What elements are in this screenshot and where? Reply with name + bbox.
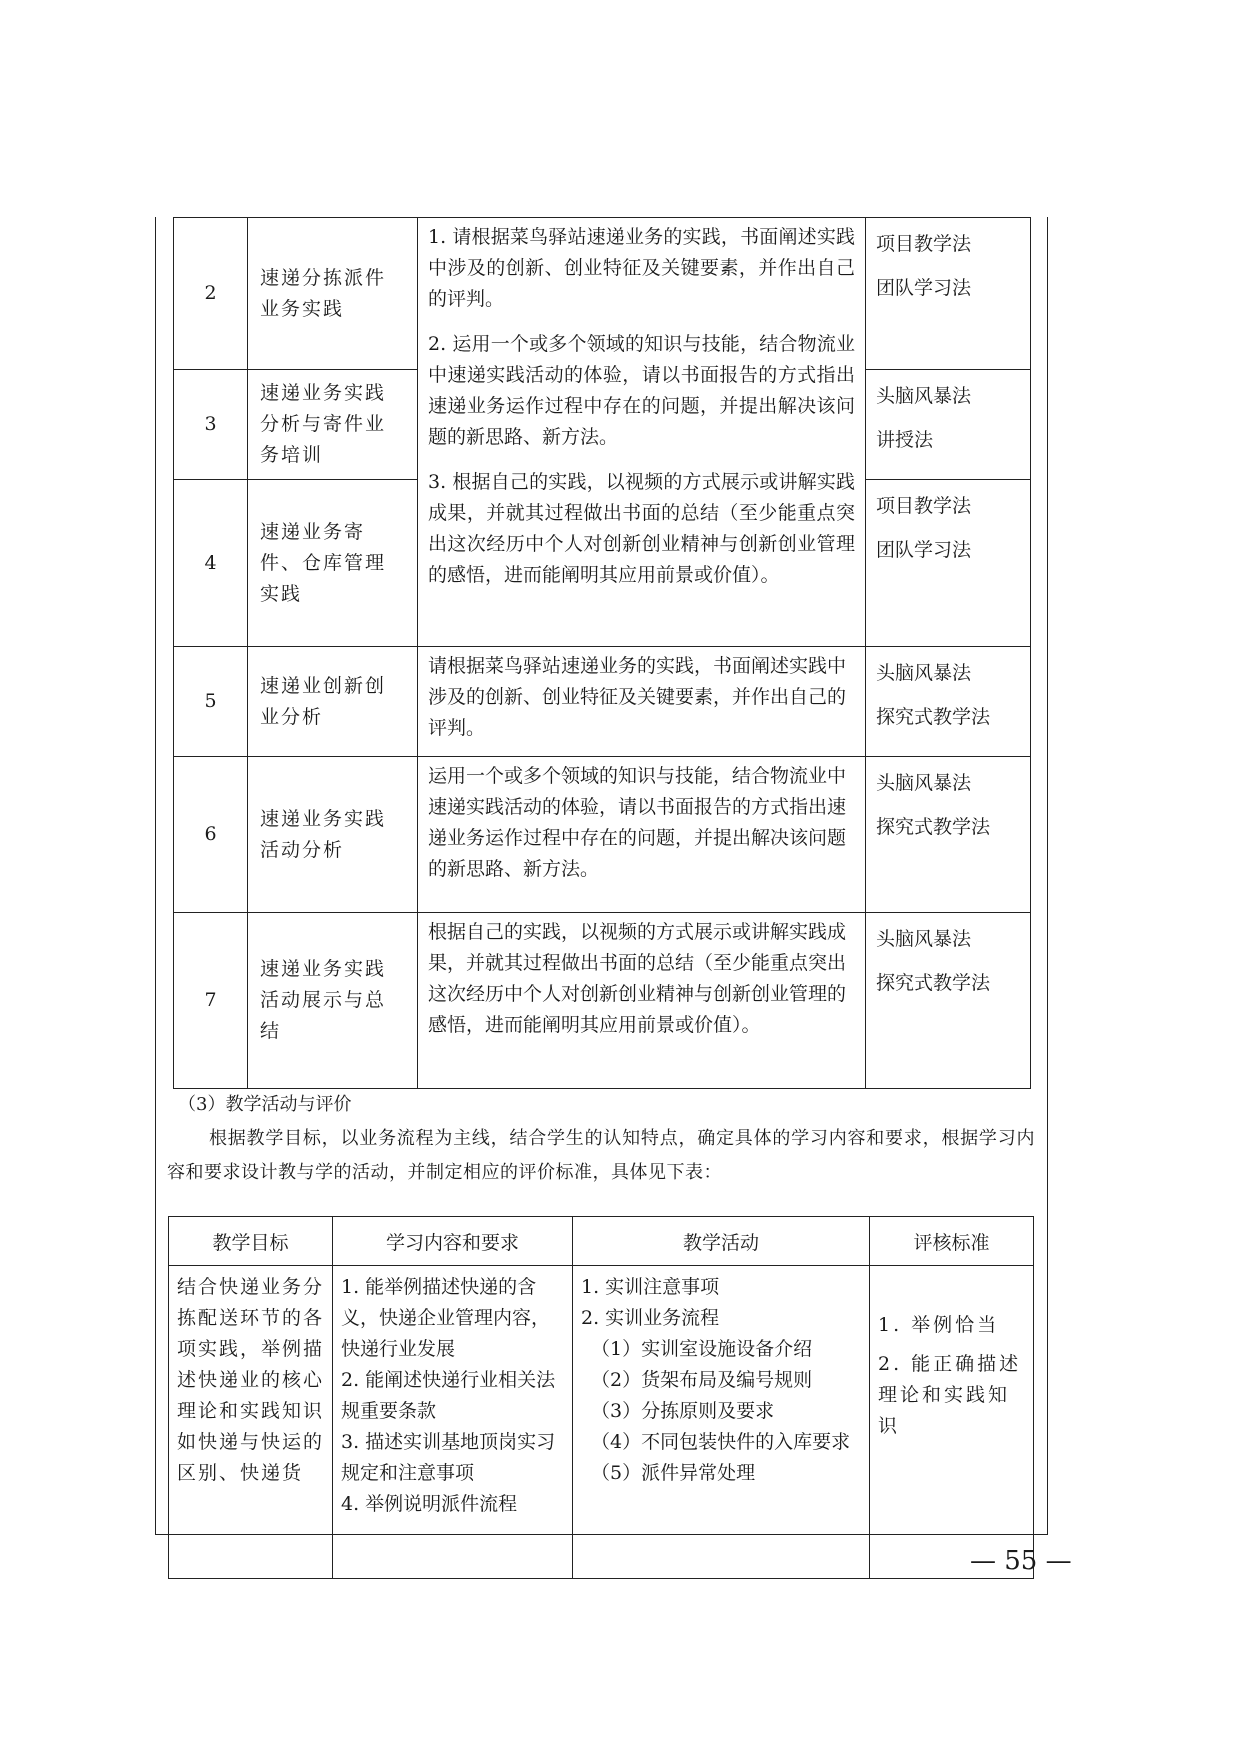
row-number: 6 [174,757,248,913]
teaching-methods [866,480,1031,647]
activity-item: （4）不同包装快件的入库要求 [591,1431,851,1453]
table-row [169,1266,1034,1579]
row-number: 2 [174,218,248,370]
task-item: 2. 运用一个或多个领域的知识与技能，结合物流业中速递实践活动的体验，请以书面报告的方式指出速递业务运作过程中存在的问题，并提出解决该问题的新思路、新方法。 [428,333,855,448]
method-item: 项目教学法 [876,233,972,255]
teaching-methods [866,913,1031,1089]
task-description: 请根据菜鸟驿站速递业务的实践，书面阐述实践中涉及的创新、创业特征及关键要素，并作出自己的评判。 [418,647,866,757]
task-item: 1. 请根据菜鸟驿站速递业务的实践，书面阐述实践中涉及的创新、创业特征及关键要素，并作出自己的评判。 [428,226,855,310]
activity-item: 2. 实训业务流程 [581,1307,720,1329]
course-task-table [173,217,1031,1089]
merged-task-description [418,218,866,647]
row-number: 3 [174,370,248,480]
activity-item: （3）分拣原则及要求 [591,1400,775,1422]
teaching-activities [573,1266,870,1579]
task-description: 根据自己的实践，以视频的方式展示或讲解实践成果，并就其过程做出书面的总结（至少能重点突出这次经历中个人对创新创业精神与创新创业管理的感悟，进而能阐明其应用前景或价值）。 [418,913,866,1089]
method-item: 团队学习法 [876,277,972,299]
criteria-item: 2. 能正确描述理论和实践知识 [878,1353,1022,1437]
method-item: 探究式教学法 [876,706,991,728]
task-name: 速递业务实践活动分析 [248,757,418,913]
method-item: 头脑风暴法 [876,385,972,407]
activity-item: 1. 实训注意事项 [581,1276,720,1298]
task-description: 运用一个或多个领域的知识与技能，结合物流业中速递实践活动的体验，请以书面报告的方式指出速递业务运作过程中存在的问题，并提出解决该问题的新思路、新方法。 [418,757,866,913]
content-item: 1. 能举例描述快递的含义，快递企业管理内容，快递行业发展 [341,1276,551,1360]
table-row [174,647,1031,757]
teaching-methods [866,647,1031,757]
content-item: 4. 举例说明派件流程 [341,1493,518,1515]
table-row [174,757,1031,913]
task-name: 速递业务寄件、仓库管理实践 [248,480,418,647]
method-item: 讲授法 [876,429,934,451]
row-number: 5 [174,647,248,757]
column-header: 学习内容和要求 [333,1217,573,1266]
content-item: 2. 能阐述快递行业相关法规重要条款 [341,1369,556,1422]
teaching-methods [866,757,1031,913]
learning-content [333,1266,573,1579]
activity-item: （2）货架布局及编号规则 [591,1369,813,1391]
table-row [174,218,1031,370]
page-number: — 55 — [970,1546,1072,1576]
method-item: 探究式教学法 [876,972,991,994]
method-item: 项目教学法 [876,495,972,517]
row-number: 7 [174,913,248,1089]
column-header: 教学目标 [169,1217,333,1266]
teaching-methods [866,218,1031,370]
table-row [174,913,1031,1089]
column-header: 教学活动 [573,1217,870,1266]
method-item: 团队学习法 [876,539,972,561]
evaluation-table [168,1216,1034,1579]
column-header: 评核标准 [870,1217,1034,1266]
criteria-item: 1. 举例恰当 [878,1314,1000,1336]
task-name: 速递业创新创业分析 [248,647,418,757]
method-item: 头脑风暴法 [876,928,972,950]
section-paragraph: 根据教学目标，以业务流程为主线，结合学生的认知特点，确定具体的学习内容和要求，根据学习内容和要求设计教与学的活动，并制定相应的评价标准，具体见下表： [167,1128,1035,1183]
row-number: 4 [174,480,248,647]
evaluation-criteria [870,1266,1034,1579]
task-name: 速递业务实践分析与寄件业务培训 [248,370,418,480]
task-name: 速递分拣派件业务实践 [248,218,418,370]
table-header-row [169,1217,1034,1266]
teaching-methods [866,370,1031,480]
activity-item: （1）实训室设施设备介绍 [591,1338,813,1360]
task-name: 速递业务实践活动展示与总结 [248,913,418,1089]
content-item: 3. 描述实训基地顶岗实习规定和注意事项 [341,1431,556,1484]
method-item: 探究式教学法 [876,816,991,838]
section-heading: （3）教学活动与评价 [178,1094,352,1115]
method-item: 头脑风暴法 [876,772,972,794]
task-item: 3. 根据自己的实践，以视频的方式展示或讲解实践成果，并就其过程做出书面的总结（至少能重点突出这次经历中个人对创新创业精神与创新创业管理的感悟，进而能阐明其应用前景或价值）。 [428,471,855,586]
teaching-goal: 结合快递业务分拣配送环节的各项实践，举例描述快递业的核心理论和实践知识如快递与快运的区别、快递货 [169,1266,333,1579]
activity-item: （5）派件异常处理 [591,1462,756,1484]
method-item: 头脑风暴法 [876,662,972,684]
